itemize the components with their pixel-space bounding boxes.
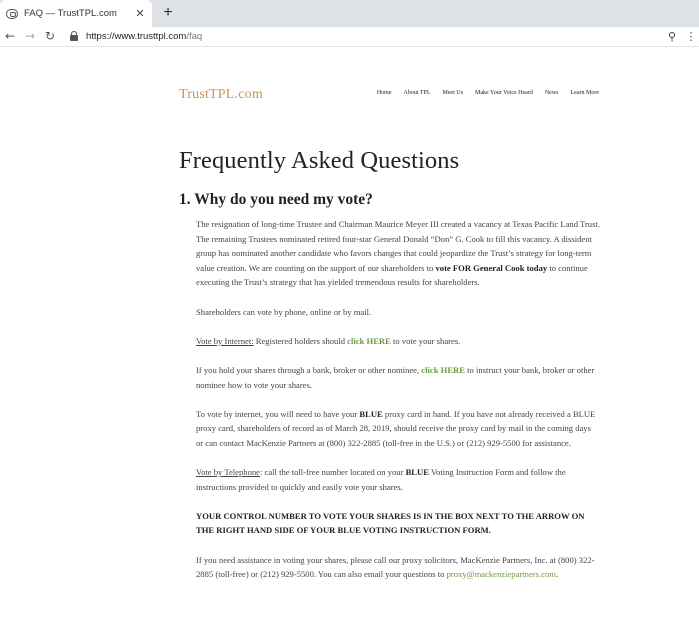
page-viewport	[0, 47, 699, 624]
menu-item-news[interactable]: News	[544, 90, 559, 96]
menu-item-learn-more[interactable]: Learn More	[570, 90, 599, 96]
question-heading: 1. Why do you need my vote?	[179, 191, 373, 208]
intro-paragraph: The resignation of long-time Trustee and Chairman Maurice Meyer III created a vacancy at Texas Pacific Land Trust. The remaining Trustees nominated retired four-star General Donald “Don” G. Cook to fill this vacancy. A dissident group has nominated another candidate who favors changes that could jeopardize the Trust’s strategy for long-term value creation. We are counting on the support of our shareholders to vote FOR General Cook today to continue executing the Trust’s strategy that has yielded tremendous results for shareholders.	[196, 219, 600, 288]
zoom-icon[interactable]: ⚲	[667, 30, 677, 43]
browser-tab-strip	[0, 0, 699, 27]
vote-telephone-paragraph: Vote by Telephone: call the toll-free number located on your BLUE Voting Instruction Form and follow the instructions provided to quickly and easily vote your shares.	[196, 467, 566, 492]
assistance-paragraph: If you need assistance in voting your shares, please call our proxy solicitors, MacKenzie Partners, Inc. at (800) 322-2885 (toll-free) or (212) 929-5500. You can also email your questions to proxy@mackenziepartners.com.	[196, 554, 595, 580]
reload-icon[interactable]: ↻	[44, 29, 56, 43]
site-logo[interactable]: TrustTPL.com	[179, 87, 263, 102]
menu-item-home[interactable]: Home	[376, 90, 392, 96]
browser-toolbar	[0, 27, 699, 47]
nominee-vote-link[interactable]: click HERE	[421, 364, 465, 375]
url-text[interactable]: https://www.trusttpl.com/faq	[86, 31, 203, 42]
main-menu	[377, 90, 599, 96]
forward-icon[interactable]: →	[24, 29, 36, 43]
proxy-card-paragraph: To vote by internet, you will need to have your BLUE proxy card in hand. If you have not already received a BLUE proxy card, shareholders of record as of March 28, 2019, should receive the proxy card by mail in the coming days or can contact MacKenzie Partners at (800) 322-2885 (toll-free in the U.S.) or (212) 929-5500 for assistance.	[196, 408, 596, 448]
browser-tab[interactable]	[0, 0, 152, 27]
close-tab-icon[interactable]: ✕	[135, 8, 145, 20]
proxy-email-link[interactable]: proxy@mackenziepartners.com	[446, 569, 556, 580]
vote-internet-paragraph: Vote by Internet: Registered holders should click HERE to vote your shares.	[196, 335, 461, 346]
page-title: Frequently Asked Questions	[179, 147, 460, 174]
address-bar[interactable]	[66, 27, 661, 46]
control-number-notice: YOUR CONTROL NUMBER TO VOTE YOUR SHARES IS IN THE BOX NEXT TO THE ARROW ON THE RIGHT HAND SIDE OF YOUR BLUE VOTING INSTRUCTION FORM.	[196, 510, 585, 536]
new-tab-button[interactable]: +	[163, 4, 173, 21]
nominee-paragraph: If you hold your shares through a bank, broker or other nominee, click HERE to instruct your bank, broker or other nominee how to vote your shares.	[196, 364, 595, 390]
back-icon[interactable]: ←	[4, 29, 16, 43]
lock-icon	[70, 35, 78, 41]
menu-item-make-voice-heard[interactable]: Make Your Voice Heard	[475, 90, 533, 96]
vote-methods-paragraph: Shareholders can vote by phone, online or by mail.	[196, 306, 372, 317]
menu-item-meet-us[interactable]: Meet Us	[442, 90, 464, 96]
browser-menu-icon[interactable]: ⋮	[685, 30, 697, 43]
site-header	[179, 87, 599, 107]
tab-title: FAQ — TrustTPL.com	[24, 8, 117, 19]
site-favicon-icon	[6, 9, 18, 19]
registered-holders-vote-link[interactable]: click HERE	[347, 335, 391, 346]
answer-content	[196, 217, 600, 596]
menu-item-about[interactable]: About TPL	[403, 90, 431, 96]
